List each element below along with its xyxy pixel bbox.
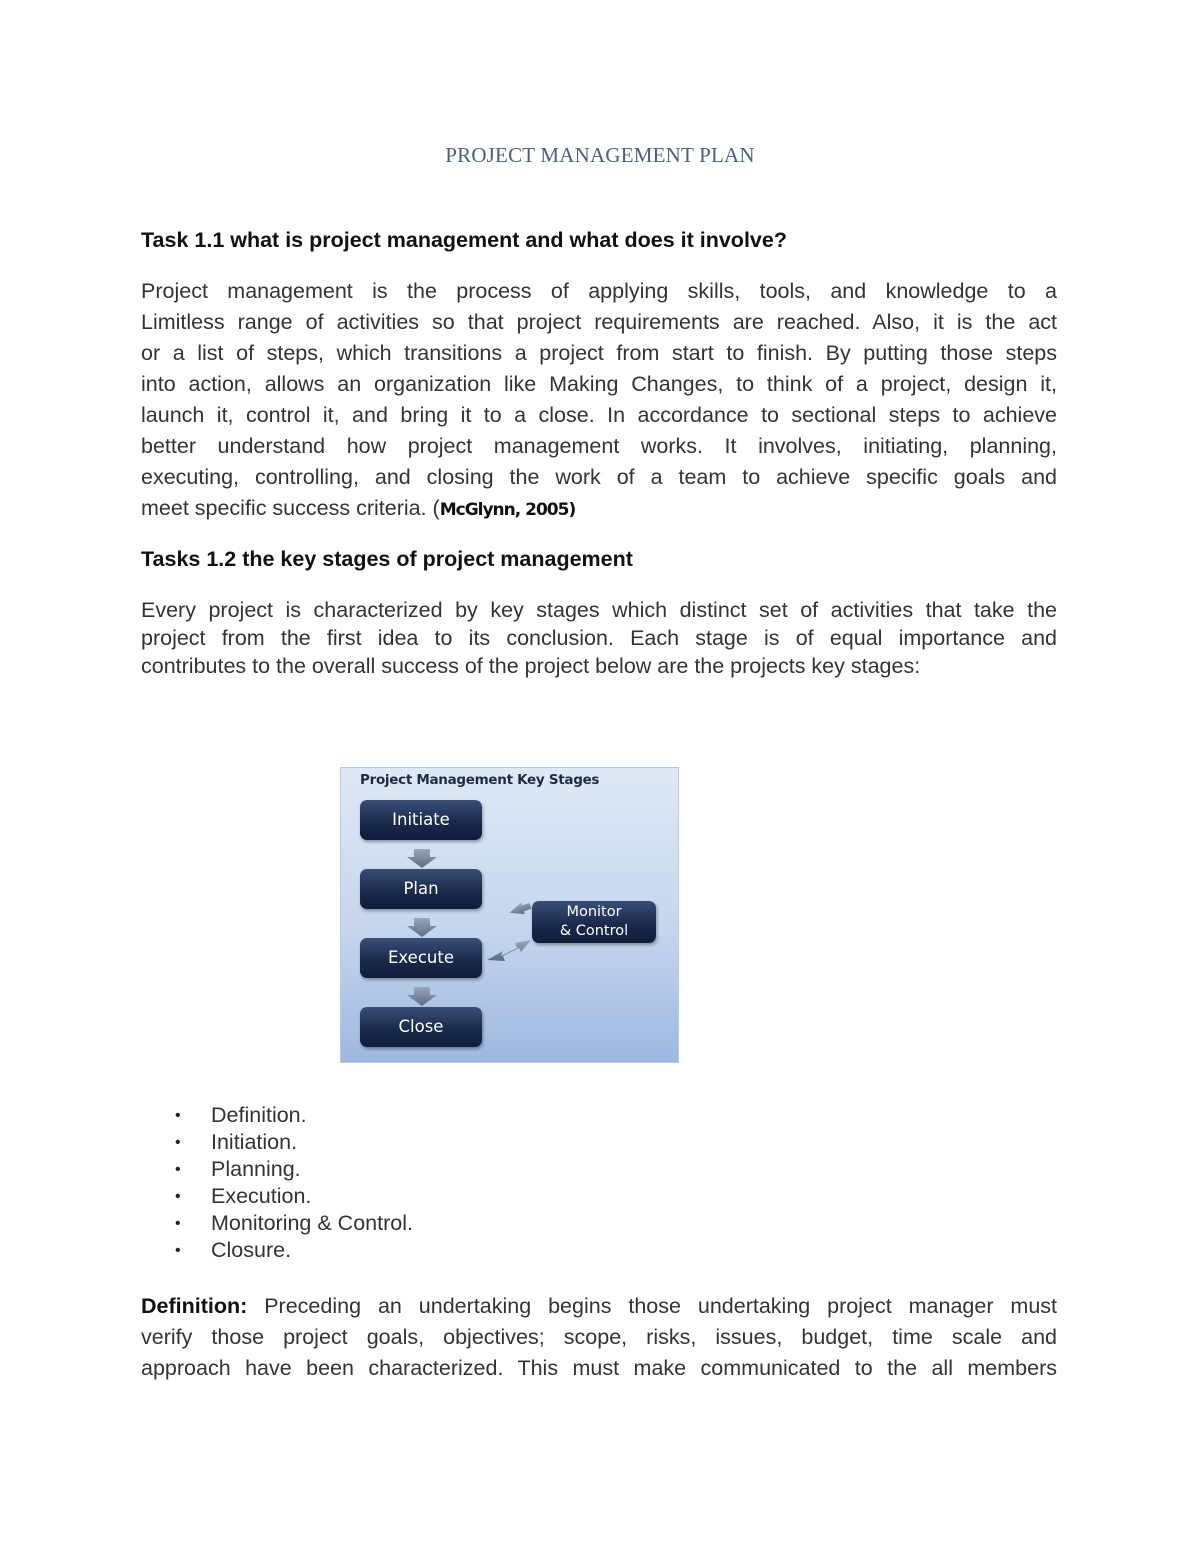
task-1-2-heading: Tasks 1.2 the key stages of project management <box>141 547 633 571</box>
paragraph-line: verify those project goals, objectives; scope, risks, issues, budget, time scale and <box>141 1325 1057 1349</box>
paragraph-line: Every project is characterized by key stages which distinct set of activities that take the <box>141 598 1057 622</box>
paragraph-line: launch it, control it, and bring it to a close. In accordance to sectional steps to achieve <box>141 403 1057 427</box>
stage-execute: Execute <box>360 938 482 978</box>
list-item-label: Monitoring & Control. <box>211 1211 413 1235</box>
bullet-icon: • <box>175 1134 181 1151</box>
list-item-label: Execution. <box>211 1184 312 1208</box>
citation: McGlynn, 2005) <box>439 500 576 520</box>
list-item <box>170 1129 413 1156</box>
paragraph-line: executing, controlling, and closing the work of a team to achieve specific goals and <box>141 465 1057 489</box>
paragraph-line-text: Preceding an undertaking begins those undertaking project manager must <box>247 1294 1057 1318</box>
list-item <box>170 1183 413 1210</box>
figure-title: Project Management Key Stages <box>360 772 600 788</box>
paragraph-line: Limitless range of activities so that project requirements are reached. Also, it is the act <box>141 310 1057 334</box>
bullet-icon: • <box>175 1215 181 1232</box>
list-item-label: Closure. <box>211 1238 292 1262</box>
list-item-label: Initiation. <box>211 1130 298 1154</box>
list-item <box>170 1237 413 1264</box>
paragraph-line: contributes to the overall success of the project below are the projects key stages: <box>141 654 921 678</box>
stage-initiate: Initiate <box>360 800 482 840</box>
double-arrow-icon <box>487 940 531 961</box>
paragraph-line: approach have been characterized. This must make communicated to the all members <box>141 1356 1057 1380</box>
paragraph-line-text: meet specific success criteria. ( <box>141 496 440 520</box>
list-item-label: Planning. <box>211 1157 301 1181</box>
down-arrow-icon <box>407 918 437 937</box>
task-1-1-paragraph <box>141 276 1057 524</box>
down-arrow-icon <box>407 849 437 868</box>
paragraph-line: project from the first idea to its conclusion. Each stage is of equal importance and <box>141 626 1057 650</box>
stage-monitor-control <box>532 901 656 943</box>
bullet-icon: • <box>175 1107 181 1124</box>
bullet-icon: • <box>175 1161 181 1178</box>
task-1-1-heading: Task 1.1 what is project management and what does it involve? <box>141 228 787 252</box>
list-item <box>170 1210 413 1237</box>
stage-close: Close <box>360 1007 482 1047</box>
paragraph-line-last <box>141 493 1057 524</box>
paragraph-line: or a list of steps, which transitions a project from start to finish. By putting those steps <box>141 341 1057 365</box>
paragraph-line: Project management is the process of applying skills, tools, and knowledge to a <box>141 279 1057 303</box>
definition-paragraph <box>141 1291 1057 1384</box>
task-1-2-paragraph <box>141 596 1057 680</box>
monitor-label-line2: & Control <box>559 923 629 939</box>
list-item <box>170 1156 413 1183</box>
list-item <box>170 1102 413 1129</box>
definition-lead: Definition: <box>141 1294 248 1318</box>
paragraph-line: into action, allows an organization like Making Changes, to think of a project, design it, <box>141 372 1057 396</box>
monitor-label-line1: Monitor <box>566 904 622 920</box>
paragraph-line <box>141 1291 1057 1322</box>
key-stages-list <box>170 1102 413 1264</box>
list-item-label: Definition. <box>211 1103 307 1127</box>
page-title: PROJECT MANAGEMENT PLAN <box>445 143 755 167</box>
paragraph-line: better understand how project management works. It involves, initiating, planning, <box>141 434 1057 458</box>
bullet-icon: • <box>175 1188 181 1205</box>
bullet-icon: • <box>175 1242 181 1259</box>
left-arrow-icon <box>508 900 533 918</box>
key-stages-figure <box>340 767 679 1063</box>
down-arrow-icon <box>407 987 437 1006</box>
stage-plan: Plan <box>360 869 482 909</box>
